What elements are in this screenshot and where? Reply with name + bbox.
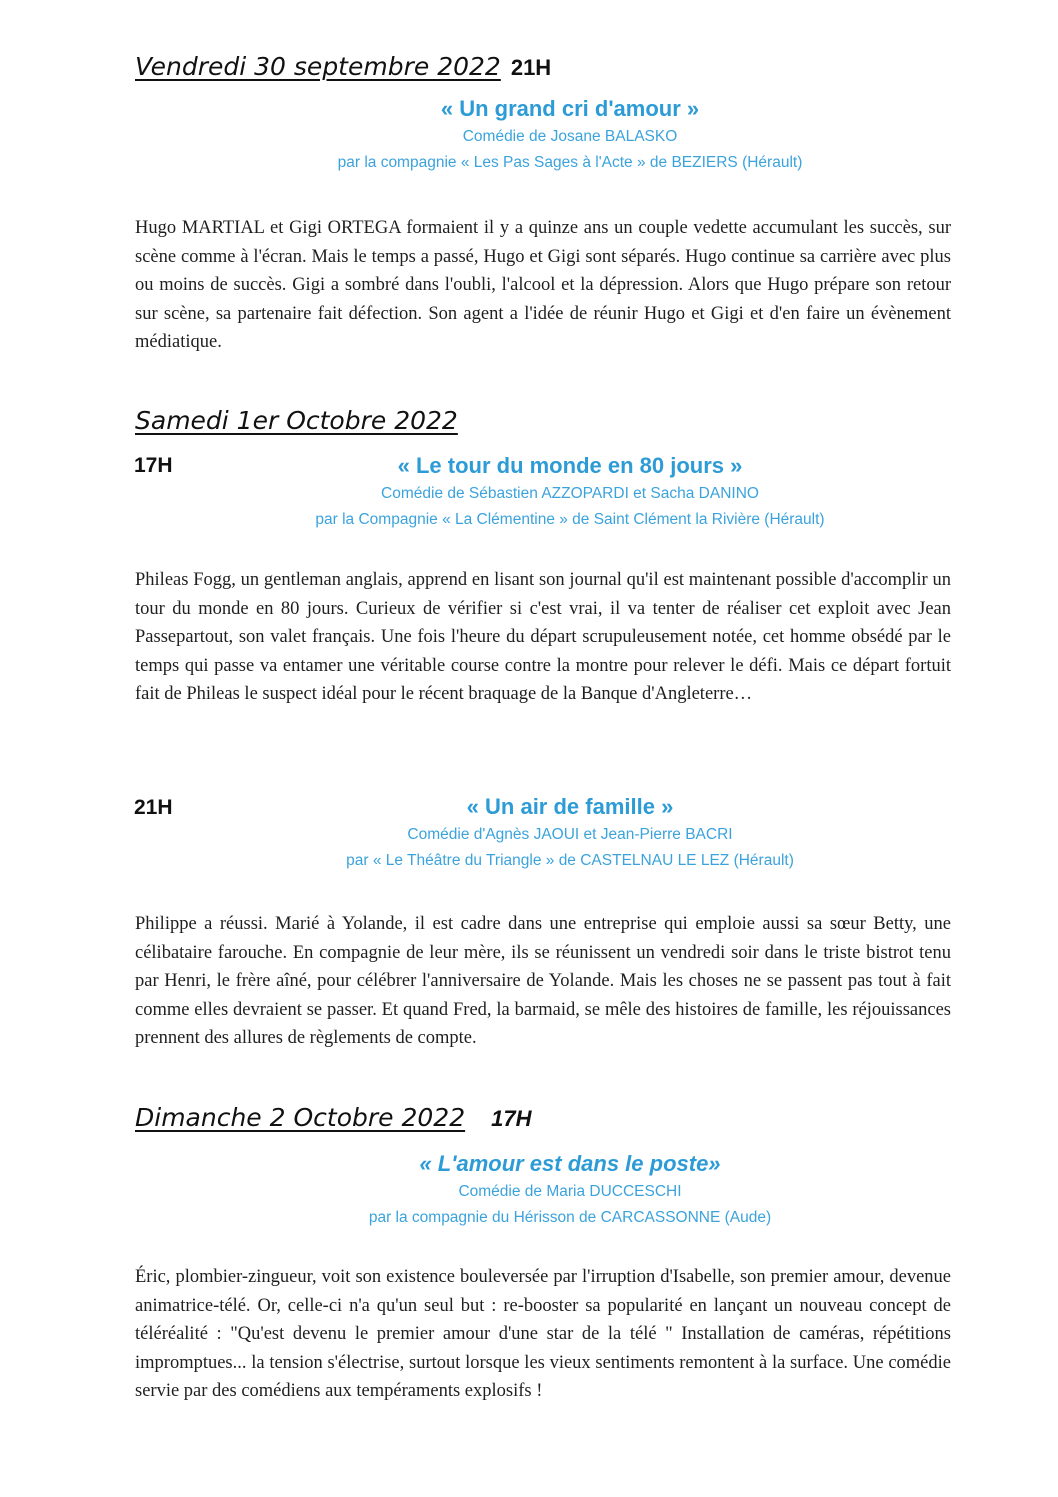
day-heading-saturday — [135, 406, 458, 435]
show-description: Philippe a réussi. Marié à Yolande, il est cadre dans une entreprise qui emploie aussi sa sœur Betty, une célibataire farouche. En compagnie de leur mère, ils se réunissent un vendredi soir dans le triste bistrot tenu par Henri, le frère aîné, pour célébrer l'anniversaire de Yolande. Mais les choses ne se passent pas tout à fait comme elles devraient se passer. Et quand Fred, la barmaid, se mêle des histoires de famille, les réjouissances prennent des allures de règlements de compte. — [135, 914, 951, 1049]
show-title: « L'amour est dans le poste» — [419, 1151, 721, 1176]
show-company: par « Le Théâtre du Triangle » de CASTELNAU LE LEZ (Hérault) — [346, 852, 794, 869]
day-date: Dimanche 2 Octobre 2022 — [135, 1103, 466, 1132]
show-author: Comédie de Maria DUCCESCHI — [458, 1183, 682, 1200]
slot-time: 21H — [134, 796, 173, 819]
day-time: 21H — [510, 55, 552, 80]
show-company: par la Compagnie « La Clémentine » de Saint Clément la Rivière (Hérault) — [315, 511, 825, 528]
show-info — [200, 792, 940, 874]
slot-time: 17H — [134, 454, 173, 477]
show-company: par la compagnie « Les Pas Sages à l'Acte » de BEZIERS (Hérault) — [337, 154, 803, 171]
day-heading-sunday — [135, 1103, 531, 1132]
show-description: Phileas Fogg, un gentleman anglais, apprend en lisant son journal qu'il est maintenant possible d'accomplir un tour du monde en 80 jours. Curieux de vérifier si c'est vrai, il va tenter de réaliser cet exploit avec Jean Passepartout, son valet français. Une fois l'heure du départ scrupuleusement notée, cet homme obsédé par le temps qui passe va entamer une véritable course contre la montre pour relever le défi. Mais ce départ fortuit fait de Phileas le suspect idéal pour le récent braquage de la Banque d'Angleterre… — [135, 570, 951, 705]
show-info — [200, 451, 940, 533]
show-title: « Un grand cri d'amour » — [440, 96, 700, 121]
day-date: Samedi 1er Octobre 2022 — [135, 406, 458, 435]
show-info — [200, 94, 940, 176]
show-author: Comédie d'Agnès JAOUI et Jean-Pierre BACRI — [407, 826, 733, 843]
show-company: par la compagnie du Hérisson de CARCASSONNE (Aude) — [368, 1209, 772, 1226]
show-info — [200, 1149, 940, 1231]
show-author: Comédie de Sébastien AZZOPARDI et Sacha DANINO — [381, 485, 759, 502]
show-title: « Le tour du monde en 80 jours » — [397, 453, 743, 478]
show-description: Hugo MARTIAL et Gigi ORTEGA formaient il y a quinze ans un couple vedette accumulant les succès, sur scène comme à l'écran. Mais le temps a passé, Hugo et Gigi sont séparés. Hugo continue sa carrière avec plus ou moins de succès. Gigi a sombré dans l'oubli, l'alcool et la dépression. Alors que Hugo prépare son retour sur scène, sa partenaire fait défection. Son agent a l'idée de réunir Hugo et Gigi et d'en faire un évènement médiatique. — [135, 218, 951, 353]
show-title: « Un air de famille » — [466, 794, 674, 819]
show-author: Comédie de Josane BALASKO — [462, 128, 678, 145]
day-date: Vendredi 30 septembre 2022 — [135, 52, 501, 81]
day-heading-friday — [135, 52, 551, 81]
day-time: 17H — [491, 1106, 532, 1131]
show-description: Éric, plombier-zingueur, voit son existence bouleversée par l'irruption d'Isabelle, son premier amour, devenue animatrice-télé. Or, celle-ci n'a qu'un seul but : re-booster sa popularité en lançant un nouveau concept de téléréalité : "Qu'est devenu le premier amour d'une star de la télé " Installation de caméras, répétitions impromptues... la tension s'électrise, surtout lorsque les vieux sentiments remontent à la surface. Une comédie servie par des comédiens aux tempéraments explosifs ! — [135, 1267, 951, 1402]
